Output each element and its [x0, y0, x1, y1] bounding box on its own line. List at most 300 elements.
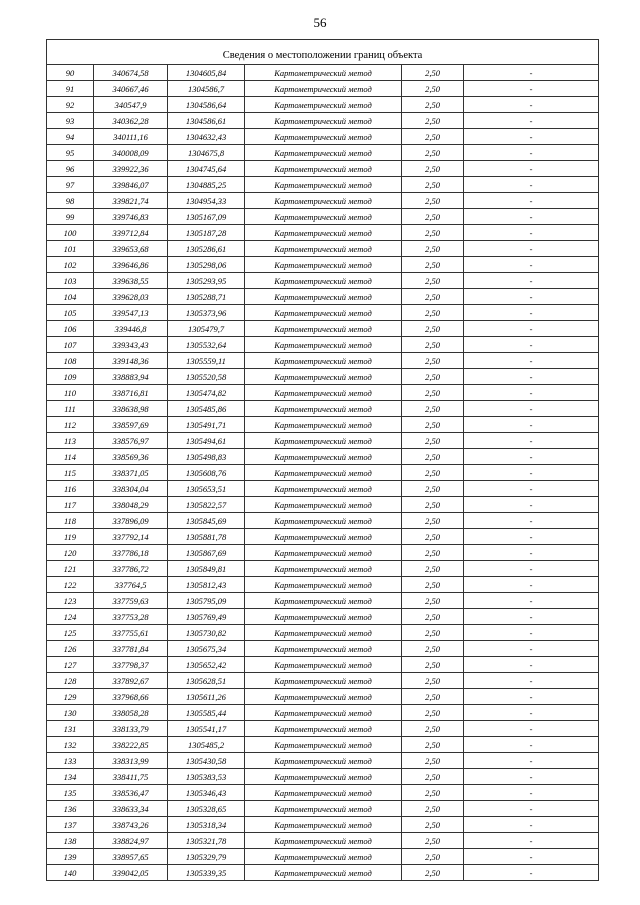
note-cell: - — [464, 177, 599, 193]
coord-y-cell: 1305346,43 — [168, 785, 245, 801]
note-cell: - — [464, 273, 599, 289]
table-row — [47, 113, 599, 129]
note-cell: - — [464, 81, 599, 97]
table-row — [47, 353, 599, 369]
coord-y-cell: 1304954,33 — [168, 193, 245, 209]
table-row — [47, 609, 599, 625]
coord-y-cell: 1305585,44 — [168, 705, 245, 721]
note-cell: - — [464, 145, 599, 161]
accuracy-cell: 2,50 — [402, 737, 464, 753]
point-number-cell: 91 — [47, 81, 94, 97]
point-number-cell: 109 — [47, 369, 94, 385]
coord-x-cell: 337968,66 — [94, 689, 168, 705]
accuracy-cell: 2,50 — [402, 97, 464, 113]
note-cell: - — [464, 849, 599, 865]
accuracy-cell: 2,50 — [402, 593, 464, 609]
accuracy-cell: 2,50 — [402, 465, 464, 481]
method-cell: Картометрический метод — [245, 625, 402, 641]
point-number-cell: 118 — [47, 513, 94, 529]
note-cell: - — [464, 657, 599, 673]
accuracy-cell: 2,50 — [402, 609, 464, 625]
table-title: Сведения о местоположении границ объекта — [47, 48, 599, 65]
accuracy-cell: 2,50 — [402, 753, 464, 769]
accuracy-cell: 2,50 — [402, 721, 464, 737]
point-number-cell: 105 — [47, 305, 94, 321]
accuracy-cell: 2,50 — [402, 545, 464, 561]
note-cell: - — [464, 817, 599, 833]
point-number-cell: 104 — [47, 289, 94, 305]
coord-y-cell: 1305675,34 — [168, 641, 245, 657]
coord-y-cell: 1305288,71 — [168, 289, 245, 305]
point-number-cell: 136 — [47, 801, 94, 817]
coord-x-cell: 339922,36 — [94, 161, 168, 177]
coord-x-cell: 337792,14 — [94, 529, 168, 545]
coord-x-cell: 338597,69 — [94, 417, 168, 433]
method-cell: Картометрический метод — [245, 145, 402, 161]
note-cell: - — [464, 577, 599, 593]
coord-y-cell: 1305653,51 — [168, 481, 245, 497]
coord-x-cell: 337892,67 — [94, 673, 168, 689]
point-number-cell: 98 — [47, 193, 94, 209]
coord-x-cell: 338371,05 — [94, 465, 168, 481]
note-cell: - — [464, 401, 599, 417]
table-row — [47, 161, 599, 177]
note-cell: - — [464, 689, 599, 705]
coord-x-cell: 338058,28 — [94, 705, 168, 721]
accuracy-cell: 2,50 — [402, 833, 464, 849]
coord-x-cell: 340111,16 — [94, 129, 168, 145]
coord-y-cell: 1304586,64 — [168, 97, 245, 113]
coord-x-cell: 340362,28 — [94, 113, 168, 129]
method-cell: Картометрический метод — [245, 289, 402, 305]
accuracy-cell: 2,50 — [402, 385, 464, 401]
accuracy-cell: 2,50 — [402, 801, 464, 817]
method-cell: Картометрический метод — [245, 657, 402, 673]
accuracy-cell: 2,50 — [402, 625, 464, 641]
method-cell: Картометрический метод — [245, 385, 402, 401]
table-row — [47, 225, 599, 241]
coord-x-cell: 340667,46 — [94, 81, 168, 97]
method-cell: Картометрический метод — [245, 705, 402, 721]
table-row — [47, 721, 599, 737]
note-cell: - — [464, 513, 599, 529]
coord-y-cell: 1305329,79 — [168, 849, 245, 865]
coord-y-cell: 1305339,35 — [168, 865, 245, 881]
method-cell: Картометрический метод — [245, 721, 402, 737]
note-cell: - — [464, 257, 599, 273]
method-cell: Картометрический метод — [245, 417, 402, 433]
table-row — [47, 241, 599, 257]
method-cell: Картометрический метод — [245, 449, 402, 465]
coord-x-cell: 337786,72 — [94, 561, 168, 577]
point-number-cell: 139 — [47, 849, 94, 865]
note-cell: - — [464, 737, 599, 753]
coord-y-cell: 1304632,43 — [168, 129, 245, 145]
method-cell: Картометрический метод — [245, 609, 402, 625]
accuracy-cell: 2,50 — [402, 65, 464, 81]
method-cell: Картометрический метод — [245, 225, 402, 241]
note-cell: - — [464, 705, 599, 721]
coord-y-cell: 1304605,84 — [168, 65, 245, 81]
coord-x-cell: 338633,34 — [94, 801, 168, 817]
table-row — [47, 673, 599, 689]
accuracy-cell: 2,50 — [402, 529, 464, 545]
accuracy-cell: 2,50 — [402, 289, 464, 305]
coord-y-cell: 1305611,26 — [168, 689, 245, 705]
accuracy-cell: 2,50 — [402, 353, 464, 369]
accuracy-cell: 2,50 — [402, 305, 464, 321]
table-row — [47, 321, 599, 337]
point-number-cell: 113 — [47, 433, 94, 449]
coord-x-cell: 339042,05 — [94, 865, 168, 881]
method-cell: Картометрический метод — [245, 113, 402, 129]
method-cell: Картометрический метод — [245, 753, 402, 769]
table-row — [47, 385, 599, 401]
method-cell: Картометрический метод — [245, 769, 402, 785]
point-number-cell: 93 — [47, 113, 94, 129]
point-number-cell: 119 — [47, 529, 94, 545]
point-number-cell: 120 — [47, 545, 94, 561]
point-number-cell: 100 — [47, 225, 94, 241]
coord-y-cell: 1305608,76 — [168, 465, 245, 481]
table-row — [47, 529, 599, 545]
method-cell: Картометрический метод — [245, 529, 402, 545]
accuracy-cell: 2,50 — [402, 657, 464, 673]
method-cell: Картометрический метод — [245, 577, 402, 593]
coord-y-cell: 1305769,49 — [168, 609, 245, 625]
note-cell: - — [464, 369, 599, 385]
coord-x-cell: 339712,84 — [94, 225, 168, 241]
boundary-coordinates-table — [46, 39, 599, 881]
coord-x-cell: 339638,55 — [94, 273, 168, 289]
note-cell: - — [464, 481, 599, 497]
method-cell: Картометрический метод — [245, 97, 402, 113]
method-cell: Картометрический метод — [245, 593, 402, 609]
coord-x-cell: 337896,09 — [94, 513, 168, 529]
accuracy-cell: 2,50 — [402, 177, 464, 193]
coord-y-cell: 1305867,69 — [168, 545, 245, 561]
point-number-cell: 131 — [47, 721, 94, 737]
method-cell: Картометрический метод — [245, 433, 402, 449]
table-row — [47, 737, 599, 753]
note-cell: - — [464, 129, 599, 145]
note-cell: - — [464, 497, 599, 513]
coord-y-cell: 1304675,8 — [168, 145, 245, 161]
note-cell: - — [464, 321, 599, 337]
table-row — [47, 833, 599, 849]
table-row — [47, 145, 599, 161]
point-number-cell: 130 — [47, 705, 94, 721]
coord-y-cell: 1305474,82 — [168, 385, 245, 401]
note-cell: - — [464, 225, 599, 241]
coord-y-cell: 1304745,64 — [168, 161, 245, 177]
accuracy-cell: 2,50 — [402, 513, 464, 529]
accuracy-cell: 2,50 — [402, 769, 464, 785]
coord-x-cell: 337798,37 — [94, 657, 168, 673]
table-row — [47, 801, 599, 817]
point-number-cell: 127 — [47, 657, 94, 673]
accuracy-cell: 2,50 — [402, 257, 464, 273]
page-number: 56 — [313, 15, 327, 30]
method-cell: Картометрический метод — [245, 161, 402, 177]
accuracy-cell: 2,50 — [402, 577, 464, 593]
point-number-cell: 102 — [47, 257, 94, 273]
accuracy-cell: 2,50 — [402, 417, 464, 433]
accuracy-cell: 2,50 — [402, 145, 464, 161]
note-cell: - — [464, 641, 599, 657]
table-row — [47, 177, 599, 193]
coord-x-cell: 337786,18 — [94, 545, 168, 561]
table-row — [47, 401, 599, 417]
point-number-cell: 133 — [47, 753, 94, 769]
coord-x-cell: 340674,58 — [94, 65, 168, 81]
accuracy-cell: 2,50 — [402, 561, 464, 577]
coord-x-cell: 337781,84 — [94, 641, 168, 657]
method-cell: Картометрический метод — [245, 833, 402, 849]
point-number-cell: 112 — [47, 417, 94, 433]
coord-y-cell: 1305491,71 — [168, 417, 245, 433]
table-header-spacer — [47, 40, 599, 49]
coord-y-cell: 1305532,64 — [168, 337, 245, 353]
note-cell: - — [464, 337, 599, 353]
method-cell: Картометрический метод — [245, 545, 402, 561]
accuracy-cell: 2,50 — [402, 209, 464, 225]
point-number-cell: 107 — [47, 337, 94, 353]
table-heading-row — [47, 48, 599, 65]
coord-y-cell: 1305383,53 — [168, 769, 245, 785]
table-row — [47, 593, 599, 609]
coord-y-cell: 1304885,25 — [168, 177, 245, 193]
note-cell: - — [464, 609, 599, 625]
table-row — [47, 753, 599, 769]
accuracy-cell: 2,50 — [402, 369, 464, 385]
point-number-cell: 125 — [47, 625, 94, 641]
coord-x-cell: 337764,5 — [94, 577, 168, 593]
method-cell: Картометрический метод — [245, 193, 402, 209]
table-row — [47, 193, 599, 209]
point-number-cell: 129 — [47, 689, 94, 705]
table-row — [47, 481, 599, 497]
coord-x-cell: 340547,9 — [94, 97, 168, 113]
accuracy-cell: 2,50 — [402, 401, 464, 417]
method-cell: Картометрический метод — [245, 849, 402, 865]
note-cell: - — [464, 801, 599, 817]
note-cell: - — [464, 385, 599, 401]
table-row — [47, 689, 599, 705]
note-cell: - — [464, 785, 599, 801]
coord-y-cell: 1305559,11 — [168, 353, 245, 369]
note-cell: - — [464, 593, 599, 609]
coord-y-cell: 1305730,82 — [168, 625, 245, 641]
table-row — [47, 465, 599, 481]
table-row — [47, 705, 599, 721]
table-row — [47, 433, 599, 449]
note-cell: - — [464, 353, 599, 369]
accuracy-cell: 2,50 — [402, 785, 464, 801]
accuracy-cell: 2,50 — [402, 81, 464, 97]
coord-y-cell: 1305485,86 — [168, 401, 245, 417]
accuracy-cell: 2,50 — [402, 161, 464, 177]
accuracy-cell: 2,50 — [402, 433, 464, 449]
coord-y-cell: 1305485,2 — [168, 737, 245, 753]
coord-y-cell: 1305822,57 — [168, 497, 245, 513]
note-cell: - — [464, 417, 599, 433]
note-cell: - — [464, 529, 599, 545]
table-row — [47, 257, 599, 273]
coord-x-cell: 337755,61 — [94, 625, 168, 641]
method-cell: Картометрический метод — [245, 241, 402, 257]
accuracy-cell: 2,50 — [402, 129, 464, 145]
coord-x-cell: 339846,07 — [94, 177, 168, 193]
point-number-cell: 114 — [47, 449, 94, 465]
coord-y-cell: 1305321,78 — [168, 833, 245, 849]
note-cell: - — [464, 449, 599, 465]
method-cell: Картометрический метод — [245, 129, 402, 145]
method-cell: Картометрический метод — [245, 865, 402, 881]
method-cell: Картометрический метод — [245, 209, 402, 225]
coord-y-cell: 1305187,28 — [168, 225, 245, 241]
coord-x-cell: 338569,36 — [94, 449, 168, 465]
point-number-cell: 135 — [47, 785, 94, 801]
accuracy-cell: 2,50 — [402, 193, 464, 209]
method-cell: Картометрический метод — [245, 481, 402, 497]
coord-x-cell: 339343,43 — [94, 337, 168, 353]
accuracy-cell: 2,50 — [402, 497, 464, 513]
method-cell: Картометрический метод — [245, 785, 402, 801]
coord-y-cell: 1305795,09 — [168, 593, 245, 609]
method-cell: Картометрический метод — [245, 257, 402, 273]
note-cell: - — [464, 465, 599, 481]
point-number-cell: 122 — [47, 577, 94, 593]
point-number-cell: 123 — [47, 593, 94, 609]
point-number-cell: 137 — [47, 817, 94, 833]
point-number-cell: 128 — [47, 673, 94, 689]
accuracy-cell: 2,50 — [402, 449, 464, 465]
table-row — [47, 641, 599, 657]
coord-x-cell: 340008,09 — [94, 145, 168, 161]
method-cell: Картометрический метод — [245, 817, 402, 833]
accuracy-cell: 2,50 — [402, 481, 464, 497]
point-number-cell: 111 — [47, 401, 94, 417]
method-cell: Картометрический метод — [245, 81, 402, 97]
coord-y-cell: 1305881,78 — [168, 529, 245, 545]
method-cell: Картометрический метод — [245, 337, 402, 353]
point-number-cell: 106 — [47, 321, 94, 337]
method-cell: Картометрический метод — [245, 641, 402, 657]
coord-y-cell: 1305849,81 — [168, 561, 245, 577]
method-cell: Картометрический метод — [245, 305, 402, 321]
coord-x-cell: 338824,97 — [94, 833, 168, 849]
table-row — [47, 625, 599, 641]
table-row — [47, 561, 599, 577]
point-number-cell: 126 — [47, 641, 94, 657]
point-number-cell: 101 — [47, 241, 94, 257]
coord-y-cell: 1305298,06 — [168, 257, 245, 273]
method-cell: Картометрический метод — [245, 465, 402, 481]
coord-x-cell: 339646,86 — [94, 257, 168, 273]
coord-y-cell: 1305652,42 — [168, 657, 245, 673]
coord-x-cell: 338716,81 — [94, 385, 168, 401]
coord-y-cell: 1305520,58 — [168, 369, 245, 385]
point-number-cell: 108 — [47, 353, 94, 369]
table-row — [47, 337, 599, 353]
note-cell: - — [464, 833, 599, 849]
method-cell: Картометрический метод — [245, 561, 402, 577]
coord-y-cell: 1305541,17 — [168, 721, 245, 737]
point-number-cell: 90 — [47, 65, 94, 81]
note-cell: - — [464, 865, 599, 881]
note-cell: - — [464, 561, 599, 577]
point-number-cell: 124 — [47, 609, 94, 625]
method-cell: Картометрический метод — [245, 65, 402, 81]
coord-y-cell: 1305286,61 — [168, 241, 245, 257]
table-row — [47, 369, 599, 385]
accuracy-cell: 2,50 — [402, 113, 464, 129]
point-number-cell: 99 — [47, 209, 94, 225]
point-number-cell: 132 — [47, 737, 94, 753]
accuracy-cell: 2,50 — [402, 705, 464, 721]
accuracy-cell: 2,50 — [402, 225, 464, 241]
coord-x-cell: 338133,79 — [94, 721, 168, 737]
coord-y-cell: 1305293,95 — [168, 273, 245, 289]
note-cell: - — [464, 721, 599, 737]
accuracy-cell: 2,50 — [402, 689, 464, 705]
coord-y-cell: 1305498,83 — [168, 449, 245, 465]
coord-y-cell: 1305318,34 — [168, 817, 245, 833]
point-number-cell: 110 — [47, 385, 94, 401]
method-cell: Картометрический метод — [245, 369, 402, 385]
point-number-cell: 138 — [47, 833, 94, 849]
method-cell: Картометрический метод — [245, 737, 402, 753]
coord-y-cell: 1305430,58 — [168, 753, 245, 769]
coord-x-cell: 338411,75 — [94, 769, 168, 785]
table-row — [47, 305, 599, 321]
coord-y-cell: 1305845,69 — [168, 513, 245, 529]
method-cell: Картометрический метод — [245, 273, 402, 289]
coord-x-cell: 339653,68 — [94, 241, 168, 257]
point-number-cell: 94 — [47, 129, 94, 145]
note-cell: - — [464, 209, 599, 225]
coord-x-cell: 339821,74 — [94, 193, 168, 209]
coord-x-cell: 339148,36 — [94, 353, 168, 369]
point-number-cell: 95 — [47, 145, 94, 161]
table-row — [47, 417, 599, 433]
table-row — [47, 657, 599, 673]
point-number-cell: 134 — [47, 769, 94, 785]
table-row — [47, 865, 599, 881]
method-cell: Картометрический метод — [245, 673, 402, 689]
table-row — [47, 289, 599, 305]
table-row — [47, 65, 599, 81]
coord-y-cell: 1305479,7 — [168, 321, 245, 337]
coord-y-cell: 1305494,61 — [168, 433, 245, 449]
table-row — [47, 849, 599, 865]
coord-x-cell: 338048,29 — [94, 497, 168, 513]
accuracy-cell: 2,50 — [402, 865, 464, 881]
accuracy-cell: 2,50 — [402, 817, 464, 833]
accuracy-cell: 2,50 — [402, 321, 464, 337]
method-cell: Картометрический метод — [245, 689, 402, 705]
accuracy-cell: 2,50 — [402, 673, 464, 689]
coord-x-cell: 338883,94 — [94, 369, 168, 385]
coord-y-cell: 1304586,7 — [168, 81, 245, 97]
table-row — [47, 817, 599, 833]
point-number-cell: 92 — [47, 97, 94, 113]
note-cell: - — [464, 673, 599, 689]
coord-y-cell: 1305628,51 — [168, 673, 245, 689]
table-row — [47, 449, 599, 465]
table-row — [47, 497, 599, 513]
